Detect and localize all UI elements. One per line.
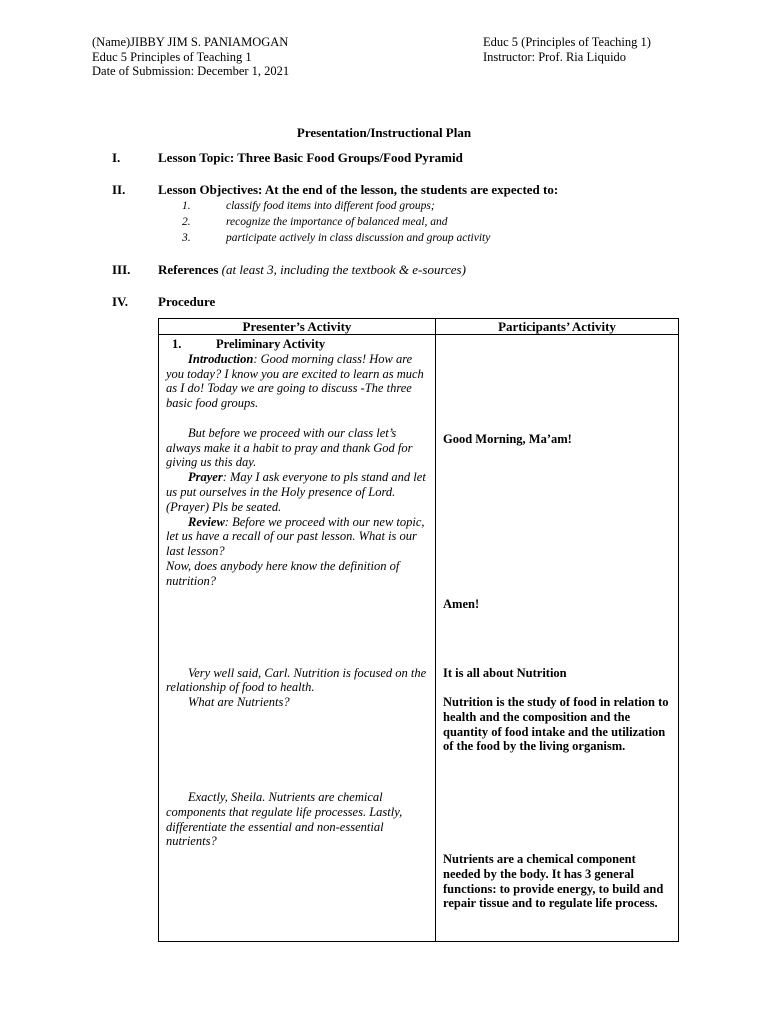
section-label: Lesson Objectives: At the end of the lesson, the students are expected to: — [158, 182, 559, 197]
section-label: Lesson Topic: Three Basic Food Groups/Food Pyramid — [158, 150, 463, 165]
before-we-proceed-paragraph: But before we proceed with our class let’s always make it a habit to pray and thank God for giving us this day. — [166, 425, 413, 470]
participant-response-nutrients: Nutrients are a chemical component needed by the body. It has 3 general functions: to provide energy, to build and repair tissue and to regulate life process. — [443, 852, 664, 911]
column-header-participants: Participants’ Activity — [436, 319, 679, 335]
participant-response-nutrition-definition: Nutrition is the study of food in relation to health and the composition and the quantity of food intake and the utilization of the food by the living organism. — [443, 695, 669, 754]
participant-response-last-lesson: It is all about Nutrition — [443, 666, 567, 680]
section-label: References — [158, 262, 219, 277]
section-label: Procedure — [158, 294, 216, 309]
carl-response-paragraph: Very well said, Carl. Nutrition is focused on the relationship of food to health. — [166, 665, 427, 695]
nutrients-question: What are Nutrients? — [188, 695, 290, 710]
presenter-activity-text — [166, 337, 432, 849]
course-title: Educ 5 (Principles of Teaching 1) — [483, 35, 651, 49]
section-procedure — [112, 294, 215, 310]
preliminary-activity-heading: 1. Preliminary Activity — [172, 337, 326, 351]
course-name: Educ 5 Principles of Teaching 1 — [92, 49, 252, 64]
instructor-name: Instructor: Prof. Ria Liquido — [483, 49, 627, 64]
procedure-table — [158, 318, 679, 942]
sheila-response-paragraph: Exactly, Sheila. Nutrients are chemical components that regulate life processes. Lastly, differentiate the essential and non-essential nutrients? — [166, 789, 403, 849]
participant-response-greeting: Good Morning, Ma’am! — [443, 432, 572, 446]
section-number: III. — [112, 262, 131, 277]
section-references — [112, 262, 466, 278]
introduction-paragraph: Introduction: Good morning class! How are you today? I know you are excited to learn as much as I do! Today we are going to discuss -The three basic food groups. — [166, 351, 424, 411]
section-number: IV. — [112, 294, 129, 309]
review-followup: Now, does anybody here know the definition of nutrition? — [166, 558, 400, 588]
list-item: 2. recognize the importance of balanced meal, and — [182, 216, 448, 228]
presenter-activity-cell — [159, 335, 436, 942]
references-note: (at least 3, including the textbook & e-sources) — [221, 262, 466, 277]
list-item: 1. classify food items into different food groups; — [182, 200, 435, 212]
header-right — [483, 35, 651, 64]
section-lesson-objectives — [112, 182, 558, 198]
header-left — [92, 35, 289, 79]
participant-response-amen: Amen! — [443, 597, 480, 611]
section-number: I. — [112, 150, 121, 165]
section-lesson-topic — [112, 150, 463, 166]
review-paragraph: Review: Before we proceed with our new topic, let us have a recall of our past lesson. What is our last lesson? — [166, 514, 425, 559]
section-number: II. — [112, 182, 126, 197]
submission-date: Date of Submission: December 1, 2021 — [92, 64, 290, 78]
objectives-list — [182, 198, 490, 246]
prayer-paragraph: Prayer: May I ask everyone to pls stand and let us put ourselves in the Holy presence of Lord. (Prayer) Pls be seated. — [166, 470, 426, 514]
page-title: Presentation/Instructional Plan — [296, 125, 472, 140]
column-header-presenter: Presenter’s Activity — [159, 319, 436, 335]
participants-activity-cell — [436, 335, 679, 942]
student-name: (Name)JIBBY JIM S. PANIAMOGAN — [92, 35, 289, 49]
list-item: 3. participate actively in class discussion and group activity — [182, 232, 491, 244]
